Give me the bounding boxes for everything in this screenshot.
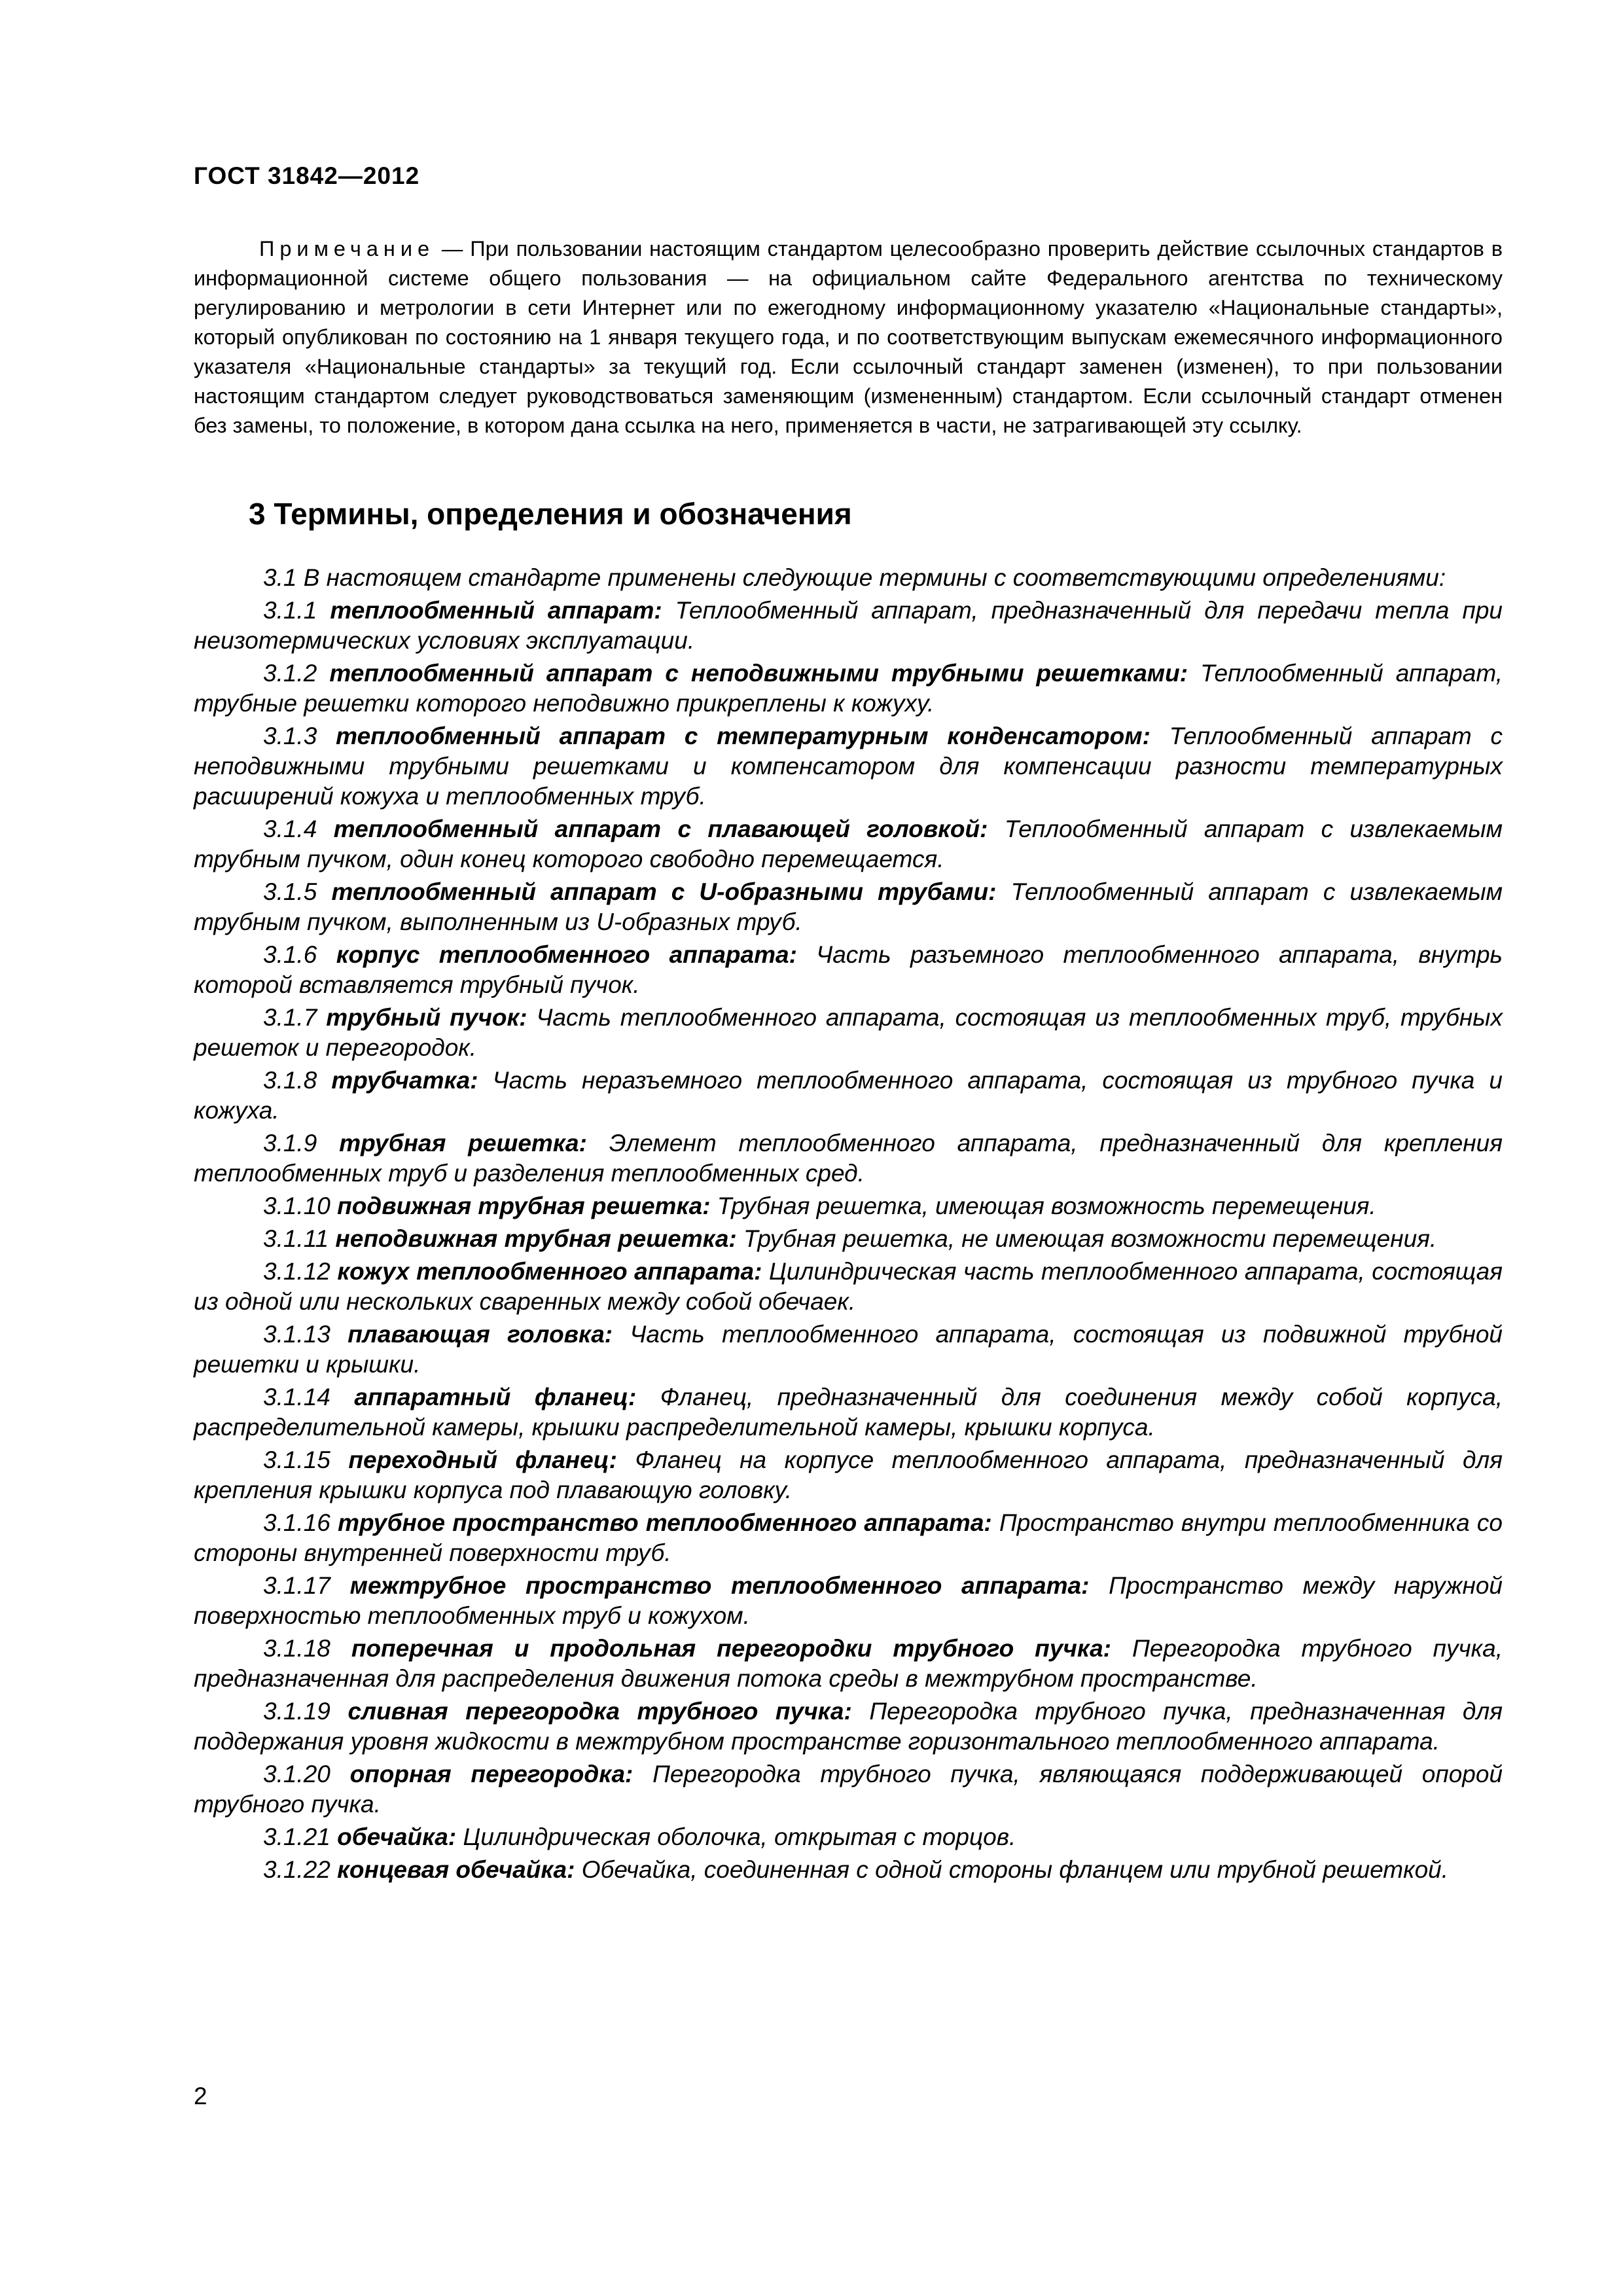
term-definition: [194, 721, 1503, 812]
term-number: 3.1.19: [263, 1698, 330, 1725]
term-name: сливная перегородка трубного пучка:: [348, 1698, 852, 1725]
term-number: 3.1.7: [263, 1004, 317, 1031]
term-definition: [194, 1445, 1503, 1505]
term-name: корпус теплообменного аппарата:: [336, 941, 797, 968]
section-title: 3 Термины, определения и обозначения: [249, 497, 852, 531]
term-number: 3.1.18: [263, 1635, 330, 1662]
term-number: 3.1.11: [263, 1225, 329, 1252]
term-definition: [194, 1224, 1503, 1254]
term-text: Часть теплообменного аппарата, состоящая из подвижной трубной решетки и крышки.: [194, 1321, 1503, 1378]
term-name: межтрубное пространство теплообменного аппарата:: [349, 1572, 1090, 1599]
term-name: обечайка:: [337, 1823, 457, 1850]
term-definition: [194, 1003, 1503, 1063]
term-definition: [194, 1128, 1503, 1189]
term-number: 3.1.22: [263, 1856, 330, 1883]
term-name: теплообменный аппарат с неподвижными трубными решетками:: [329, 660, 1188, 687]
term-name: кожух теплообменного аппарата:: [337, 1258, 762, 1285]
term-text: Теплообменный аппарат с неподвижными трубными решетками и компенсатором для компенсации разности температурных расширений кожуха и теплообменных труб.: [194, 723, 1503, 810]
term-number: 3.1.15: [263, 1446, 330, 1473]
term-name: неподвижная трубная решетка:: [335, 1225, 737, 1252]
term-number: 3.1.8: [263, 1067, 317, 1094]
term-definition: [194, 877, 1503, 937]
term-text: Фланец, предназначенный для соединения между собой корпуса, распределительной камеры, крышки распределительной камеры, крышки корпуса.: [194, 1384, 1503, 1441]
term-text: Теплообменный аппарат, предназначенный для передачи тепла при неизотермических условиях эксплуатации.: [194, 597, 1503, 654]
term-definition: [194, 1759, 1503, 1820]
term-text: Трубная решетка, имеющая возможность перемещения.: [717, 1193, 1376, 1219]
term-definition: [194, 1696, 1503, 1757]
term-text: Пространство внутри теплообменника со стороны внутренней поверхности труб.: [194, 1509, 1503, 1566]
term-definition: [194, 1571, 1503, 1631]
term-definition: [194, 940, 1503, 1000]
note-paragraph: [194, 234, 1503, 440]
term-definition: [194, 658, 1503, 719]
term-text: Теплообменный аппарат, трубные решетки которого неподвижно прикреплены к кожуху.: [194, 660, 1503, 717]
term-name: трубное пространство теплообменного аппарата:: [338, 1509, 992, 1536]
term-text: Цилиндрическая оболочка, открытая с торцов.: [463, 1823, 1016, 1850]
term-number: 3.1.17: [263, 1572, 330, 1599]
note-text: — При пользовании настоящим стандартом целесообразно проверить действие ссылочных стандартов в информационной системе общего пользования — на официальном сайте Федерального агентства по техническому регулированию и метрологии в сети Интернет или по ежегодному информационному указателю «Национальные стандарты», который опубликован по состоянию на 1 января текущего года, и по соответствующим выпускам ежемесячного информационного указателя «Национальные стандарты» за текущий год. Если ссылочный стандарт заменен (изменен), то при пользовании настоящим стандартом следует руководствоваться заменяющим (измененным) стандартом. Если ссылочный стандарт отменен без замены, то положение, в котором дана ссылка на него, применяется в части, не затрагивающей эту ссылку.: [194, 237, 1503, 437]
term-name: поперечная и продольная перегородки трубного пучка:: [351, 1635, 1111, 1662]
term-name: трубный пучок:: [326, 1004, 527, 1031]
term-definition: [194, 814, 1503, 874]
term-number: 3.1.3: [263, 723, 317, 749]
term-number: 3.1.4: [263, 816, 317, 842]
term-text: Часть неразъемного теплообменного аппарата, состоящая из трубного пучка и кожуха.: [194, 1067, 1503, 1124]
term-number: 3.1.21: [263, 1823, 330, 1850]
term-name: теплообменный аппарат с U-образными трубами:: [331, 878, 997, 905]
term-name: переходный фланец:: [348, 1446, 617, 1473]
term-number: 3.1.9: [263, 1130, 317, 1157]
term-definition: [194, 1508, 1503, 1568]
term-name: аппаратный фланец:: [354, 1384, 637, 1410]
term-text: Цилиндрическая часть теплообменного аппарата, состоящая из одной или нескольких сваренных между собой обечаек.: [194, 1258, 1503, 1315]
term-definition: [194, 1634, 1503, 1694]
page-number: 2: [194, 2083, 207, 2109]
standard-header: ГОСТ 31842—2012: [194, 162, 420, 189]
term-number: 3.1.16: [263, 1509, 330, 1536]
term-name: трубчатка:: [331, 1067, 478, 1094]
intro-paragraph: 3.1 В настоящем стандарте применены следующие термины с соответствующими определениями:: [263, 564, 1446, 591]
term-text: Трубная решетка, не имеющая возможности перемещения.: [743, 1225, 1437, 1252]
term-definition: [194, 1257, 1503, 1317]
term-name: концевая обечайка:: [337, 1856, 575, 1883]
term-number: 3.1.2: [263, 660, 317, 687]
term-text: Перегородка трубного пучка, предназначенная для поддержания уровня жидкости в межтрубном пространстве горизонтального теплообменного аппарата.: [194, 1698, 1503, 1755]
term-number: 3.1.14: [263, 1384, 330, 1410]
term-text: Теплообменный аппарат с извлекаемым трубным пучком, выполненным из U-образных труб.: [194, 878, 1503, 935]
term-number: 3.1.1: [263, 597, 317, 624]
term-text: Перегородка трубного пучка, являющаяся поддерживающей опорой трубного пучка.: [194, 1761, 1503, 1818]
term-definition: [194, 1855, 1503, 1885]
term-text: Часть разъемного теплообменного аппарата, внутрь которой вставляется трубный пучок.: [194, 941, 1503, 998]
term-text: Элемент теплообменного аппарата, предназначенный для крепления теплообменных труб и разделения теплообменных сред.: [194, 1130, 1503, 1187]
term-name: трубная решетка:: [339, 1130, 587, 1157]
term-text: Фланец на корпусе теплообменного аппарата, предназначенный для крепления крышки корпуса под плавающую головку.: [194, 1446, 1503, 1503]
term-number: 3.1.20: [263, 1761, 330, 1787]
term-definition: [194, 596, 1503, 656]
term-definition: [194, 1382, 1503, 1443]
term-definition: [194, 1191, 1503, 1221]
term-definition: [194, 1822, 1503, 1852]
term-number: 3.1.10: [263, 1193, 330, 1219]
term-text: Часть теплообменного аппарата, состоящая из теплообменных труб, трубных решеток и перегородок.: [194, 1004, 1503, 1061]
term-number: 3.1.13: [263, 1321, 330, 1348]
term-number: 3.1.5: [263, 878, 317, 905]
terms-list: [194, 563, 1503, 1888]
term-text: Перегородка трубного пучка, предназначенная для распределения движения потока среды в межтрубном пространстве.: [194, 1635, 1503, 1692]
term-name: теплообменный аппарат с температурным конденсатором:: [336, 723, 1150, 749]
term-number: 3.1.6: [263, 941, 317, 968]
term-number: 3.1.12: [263, 1258, 330, 1285]
term-text: Пространство между наружной поверхностью теплообменных труб и кожухом.: [194, 1572, 1503, 1629]
term-name: опорная перегородка:: [349, 1761, 633, 1787]
term-text: Теплообменный аппарат с извлекаемым трубным пучком, один конец которого свободно перемещается.: [194, 816, 1503, 872]
term-name: теплообменный аппарат с плавающей головкой:: [333, 816, 988, 842]
note-label: Примечание: [259, 237, 435, 260]
term-name: теплообменный аппарат:: [330, 597, 662, 624]
term-definition: [194, 1319, 1503, 1380]
term-name: подвижная трубная решетка:: [337, 1193, 711, 1219]
term-text: Обечайка, соединенная с одной стороны фланцем или трубной решеткой.: [581, 1856, 1449, 1883]
term-definition: [194, 1066, 1503, 1126]
term-name: плавающая головка:: [348, 1321, 613, 1348]
